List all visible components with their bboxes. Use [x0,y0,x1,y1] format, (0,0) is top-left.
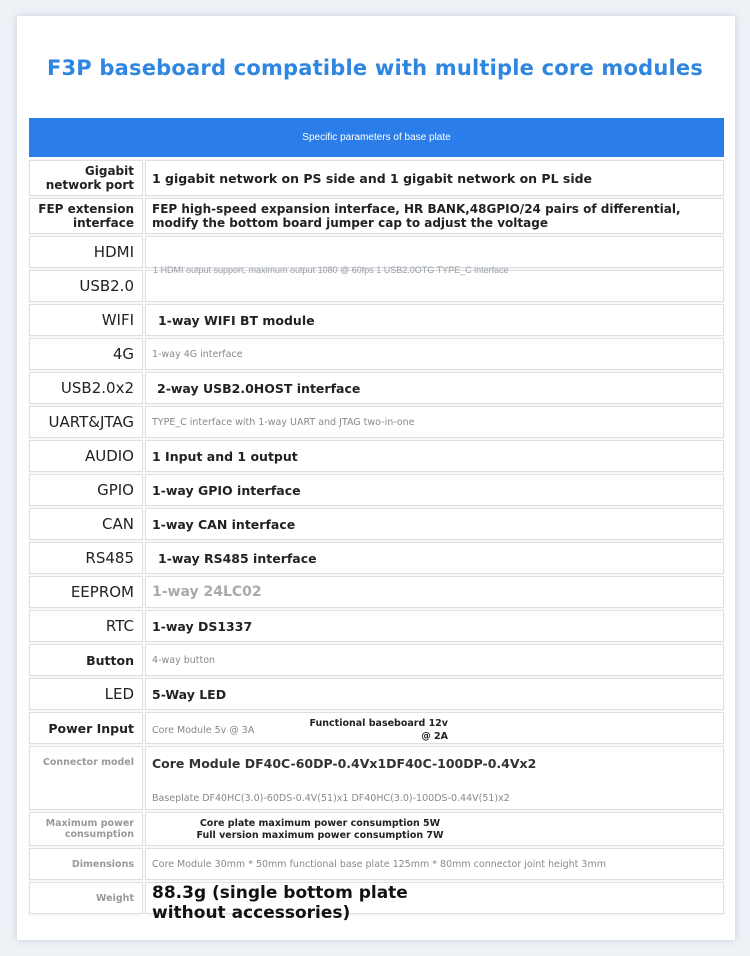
value-audio: 1 Input and 1 output [145,440,724,472]
page-title: F3P baseboard compatible with multiple core modules [46,56,704,80]
value-hdmi [145,236,724,268]
value-rs485: 1-way RS485 interface [145,542,724,574]
label-hdmi: HDMI [29,236,143,268]
label-can: CAN [29,508,143,540]
label-led: LED [29,678,143,710]
value-gpio: 1-way GPIO interface [145,474,724,506]
value-4g: 1-way 4G interface [145,338,724,370]
label-power-input: Power Input [29,712,143,744]
power-functional-baseboard: Functional baseboard 12v @ 2A [309,718,448,742]
label-button: Button [29,644,143,676]
label-wifi: WIFI [29,304,143,336]
label-gigabit-network-port: Gigabit network port [29,160,143,196]
value-led: 5-Way LED [145,678,724,710]
label-gpio: GPIO [29,474,143,506]
connector-core-module: Core Module DF40C-60DP-0.4Vx1DF40C-100DP-0.4Vx2 [152,756,537,771]
label-usb20: USB2.0 [29,270,143,302]
label-eeprom: EEPROM [29,576,143,608]
hdmi-usb-description: 1 HDMI output support, maximum output 1080 @ 60fps 1 USB2.0OTG TYPE_C interface [153,265,509,275]
label-fep-extension: FEP extension interface [29,198,143,234]
label-rs485: RS485 [29,542,143,574]
value-uart-jtag: TYPE_C interface with 1-way UART and JTAG two-in-one [145,406,724,438]
value-wifi: 1-way WIFI BT module [145,304,724,336]
label-rtc: RTC [29,610,143,642]
label-audio: AUDIO [29,440,143,472]
connector-baseplate: Baseplate DF40HC(3.0)-60DS-0.4V(51)x1 DF40HC(3.0)-100DS-0.44V(51)x2 [152,793,510,804]
label-dimensions: Dimensions [29,848,143,880]
value-fep-extension: FEP high-speed expansion interface, HR BANK,48GPIO/24 pairs of differential, modify the bottom board jumper cap to adjust the voltage [145,198,724,234]
label-4g: 4G [29,338,143,370]
value-dimensions: Core Module 30mm * 50mm functional base plate 125mm * 80mm connector joint height 3mm [145,848,724,880]
power-core-module: Core Module 5v @ 3A [152,725,255,736]
value-can: 1-way CAN interface [145,508,724,540]
value-rtc: 1-way DS1337 [145,610,724,642]
label-weight: Weight [29,882,143,914]
label-usb20x2: USB2.0x2 [29,372,143,404]
table-header-banner: Specific parameters of base plate [29,118,724,157]
max-power-text: Core plate maximum power consumption 5W Full version maximum power consumption 7W [196,818,444,841]
value-usb20x2: 2-way USB2.0HOST interface [145,372,724,404]
label-max-power: Maximum power consumption [29,812,143,846]
value-weight: 88.3g (single bottom plate without accessories) [152,883,408,923]
value-button: 4-way button [145,644,724,676]
label-connector-model: Connector model [29,746,143,810]
value-eeprom: 1-way 24LC02 [145,576,724,608]
label-uart-jtag: UART&JTAG [29,406,143,438]
value-gigabit-network-port: 1 gigabit network on PS side and 1 gigabit network on PL side [145,160,724,196]
